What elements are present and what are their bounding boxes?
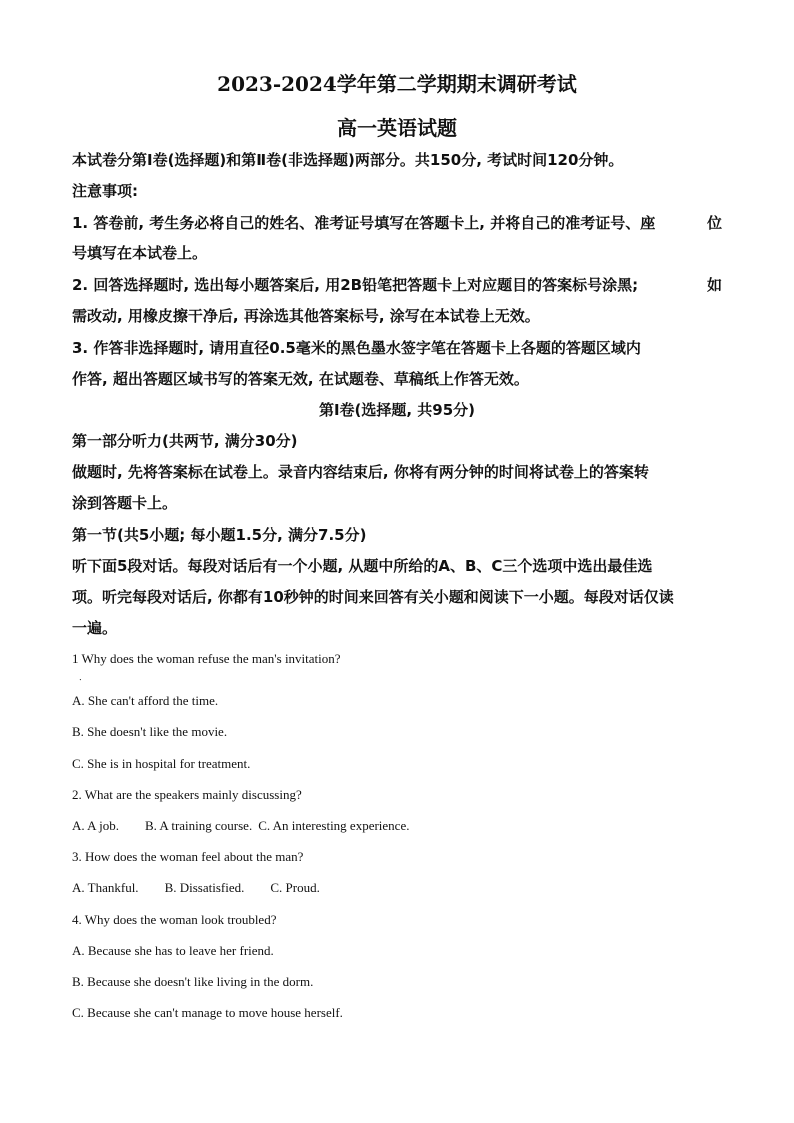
question-4-option-b: B. Because she doesn't like living in the dorm. (72, 974, 314, 989)
question-1-mark: ． (79, 673, 89, 683)
question-3-option-a: A. Thankful. (72, 880, 139, 895)
section-1-desc-line-1: 听下面5段对话。每段对话后有一个小题, 从题中所给的A、B、C三个选项中选出最佳选 (72, 557, 653, 575)
notice-1-line-2: 号填写在本试卷上。 (72, 244, 208, 262)
exam-subtitle: 高一英语试题 (337, 116, 457, 140)
question-2-options (72, 817, 435, 835)
question-2-option-b: B. A training course. (144, 818, 253, 833)
volume-1-heading: 第Ⅰ卷(选择题, 共95分) (318, 401, 476, 419)
notice-2-text: 2. 回答选择题时, 选出每小题答案后, 用2B铅笔把答题卡上对应题目的答案标号涂黑; (72, 276, 639, 294)
section-1-heading: 第一节(共5小题; 每小题1.5分, 满分7.5分) (72, 526, 367, 544)
section-1-desc-line-2: 项。听完每段对话后, 你都有10秒钟的时间来回答有关小题和阅读下一小题。每段对话仅读 (72, 588, 674, 606)
intro-line: 本试卷分第Ⅰ卷(选择题)和第Ⅱ卷(非选择题)两部分。共150分, 考试时间120分钟。 (72, 151, 624, 169)
part-1-heading: 第一部分听力(共两节, 满分30分) (72, 432, 298, 450)
notice-1-tail: 位 (706, 214, 722, 232)
question-2: 2. What are the speakers mainly discussing? (72, 787, 302, 802)
notice-heading: 注意事项: (72, 182, 138, 200)
question-4-option-c: C. Because she can't manage to move house herself. (72, 1005, 343, 1020)
notice-2-line-1 (72, 275, 722, 295)
exam-title: 2023-2024学年第二学期期末调研考试 (217, 72, 577, 96)
question-3: 3. How does the woman feel about the man? (72, 849, 304, 864)
question-3-option-c: C. Proud. (270, 880, 320, 895)
question-1-option-a: A. She can't afford the time. (72, 693, 219, 708)
question-1: 1 Why does the woman refuse the man's invitation? (72, 651, 341, 666)
question-1-option-b: B. She doesn't like the movie. (72, 724, 228, 739)
notice-3-line-2: 作答, 超出答题区域书写的答案无效, 在试题卷、草稿纸上作答无效。 (72, 370, 529, 388)
question-2-option-a: A. A job. (72, 818, 119, 833)
notice-2-tail: 如 (706, 276, 722, 294)
notice-1-line-1 (72, 213, 722, 233)
notice-1-text: 1. 答卷前, 考生务必将自己的姓名、准考证号填写在答题卡上, 并将自己的准考证号、座 (72, 214, 656, 232)
notice-3-line-1: 3. 作答非选择题时, 请用直径0.5毫米的黑色墨水签字笔在答题卡上各题的答题区域内 (72, 339, 641, 357)
section-1-desc-line-3: 一遍。 (72, 619, 118, 637)
notice-2-line-2: 需改动, 用橡皮擦干净后, 再涂选其他答案标号, 涂写在本试卷上无效。 (72, 307, 540, 325)
question-2-option-c: C. An interesting experience. (258, 818, 410, 833)
part-1-desc-line-1: 做题时, 先将答案标在试卷上。录音内容结束后, 你将有两分钟的时间将试卷上的答案转 (72, 463, 649, 481)
question-3-options (72, 879, 346, 897)
question-4-option-a: A. Because she has to leave her friend. (72, 943, 274, 958)
part-1-desc-line-2: 涂到答题卡上。 (72, 494, 178, 512)
question-1-option-c: C. She is in hospital for treatment. (72, 756, 251, 771)
question-4: 4. Why does the woman look troubled? (72, 912, 277, 927)
question-3-option-b: B. Dissatisfied. (164, 880, 245, 895)
